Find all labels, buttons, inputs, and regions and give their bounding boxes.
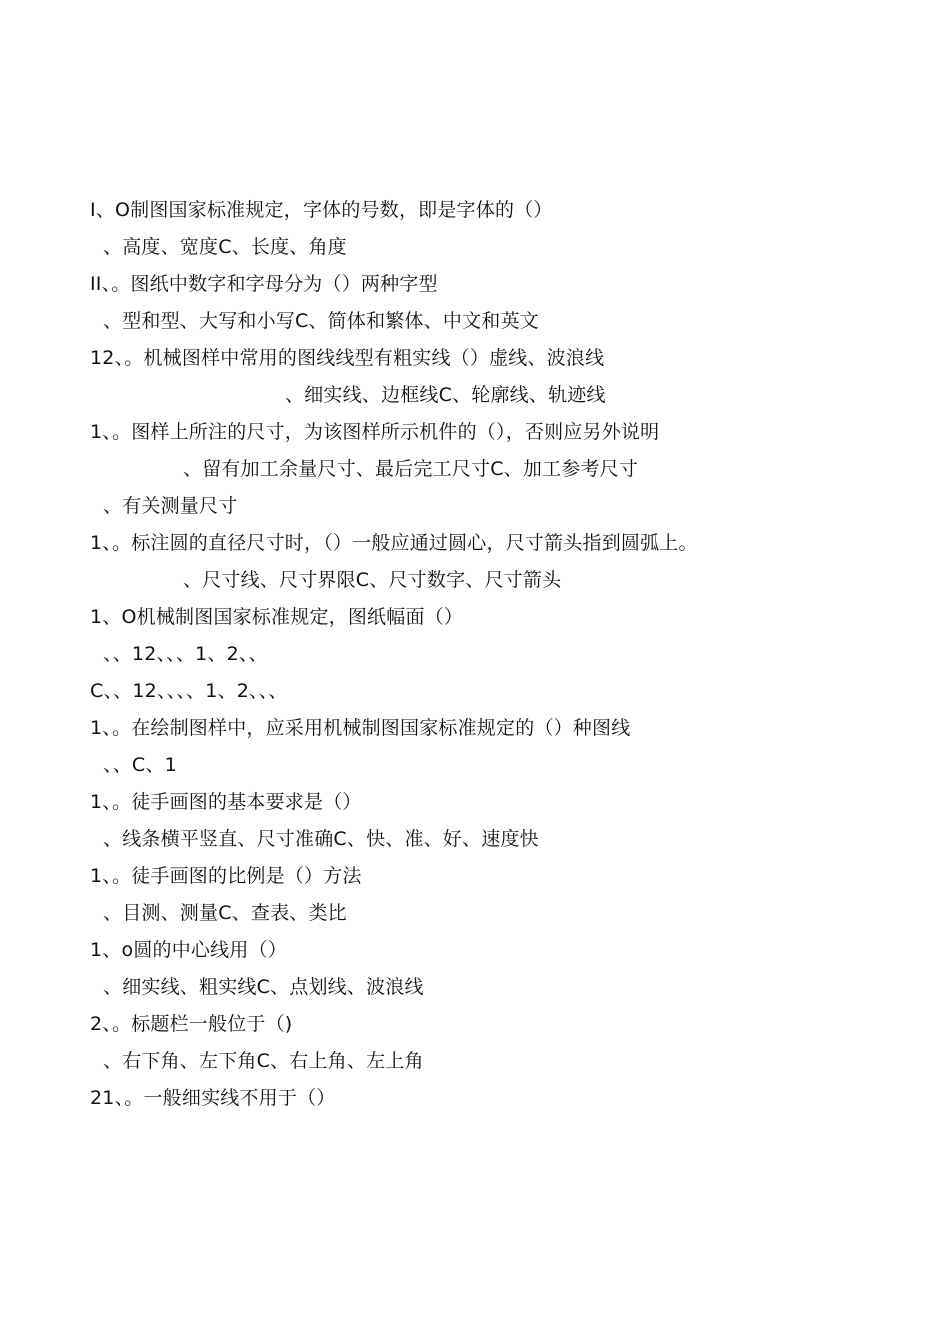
options-line: 、右下角、左下角C、右上角、左上角 — [103, 1050, 424, 1072]
options-line: C、、12、、、、1、2、、、 — [90, 680, 288, 702]
question-line: 1、。标注圆的直径尺寸时，（）一般应通过圆心，尺寸箭头指到圆弧上。 — [90, 532, 698, 554]
question-line: 21、。一般细实线不用于（） — [90, 1087, 336, 1109]
question-line: 1、O机械制图国家标准规定，图纸幅面（） — [90, 606, 464, 628]
options-line: 、目测、测量C、查表、类比 — [103, 902, 347, 924]
question-line: 1、。在绘制图样中，应采用机械制图国家标准规定的（）种图线 — [90, 717, 631, 739]
options-line: 、、12、、、1、2、、 — [103, 643, 268, 665]
question-line: 1、。徒手画图的基本要求是（） — [90, 791, 362, 813]
question-line: 2、。标题栏一般位于（) — [90, 1013, 293, 1035]
question-line: I、O制图国家标准规定，字体的号数，即是字体的（） — [90, 199, 553, 221]
options-line: 、细实线、边框线C、轮廓线、轨迹线 — [285, 384, 606, 406]
options-line: 、尺寸线、尺寸界限C、尺寸数字、尺寸箭头 — [183, 569, 562, 591]
question-line: 1、。图样上所注的尺寸，为该图样所示机件的（），否则应另外说明 — [90, 421, 660, 443]
options-line: 、、C、1 — [103, 754, 177, 776]
options-line: 、有关测量尺寸 — [103, 495, 238, 517]
options-line: 、留有加工余量尺寸、最后完工尺寸C、加工参考尺寸 — [183, 458, 639, 480]
options-line: 、细实线、粗实线C、点划线、波浪线 — [103, 976, 424, 998]
question-line: 12、。机械图样中常用的图线线型有粗实线（）虚线、波浪线 — [90, 347, 605, 369]
options-line: 、线条横平竖直、尺寸准确C、快、准、好、速度快 — [103, 828, 539, 850]
question-line: 1、o圆的中心线用（） — [90, 939, 287, 961]
question-line: 1、。徒手画图的比例是（）方法 — [90, 865, 362, 887]
question-line: II、。图纸中数字和字母分为（）两种字型 — [90, 273, 438, 295]
options-line: 、高度、宽度C、长度、角度 — [103, 236, 347, 258]
options-line: 、型和型、大写和小写C、简体和繁体、中文和英文 — [103, 310, 539, 332]
